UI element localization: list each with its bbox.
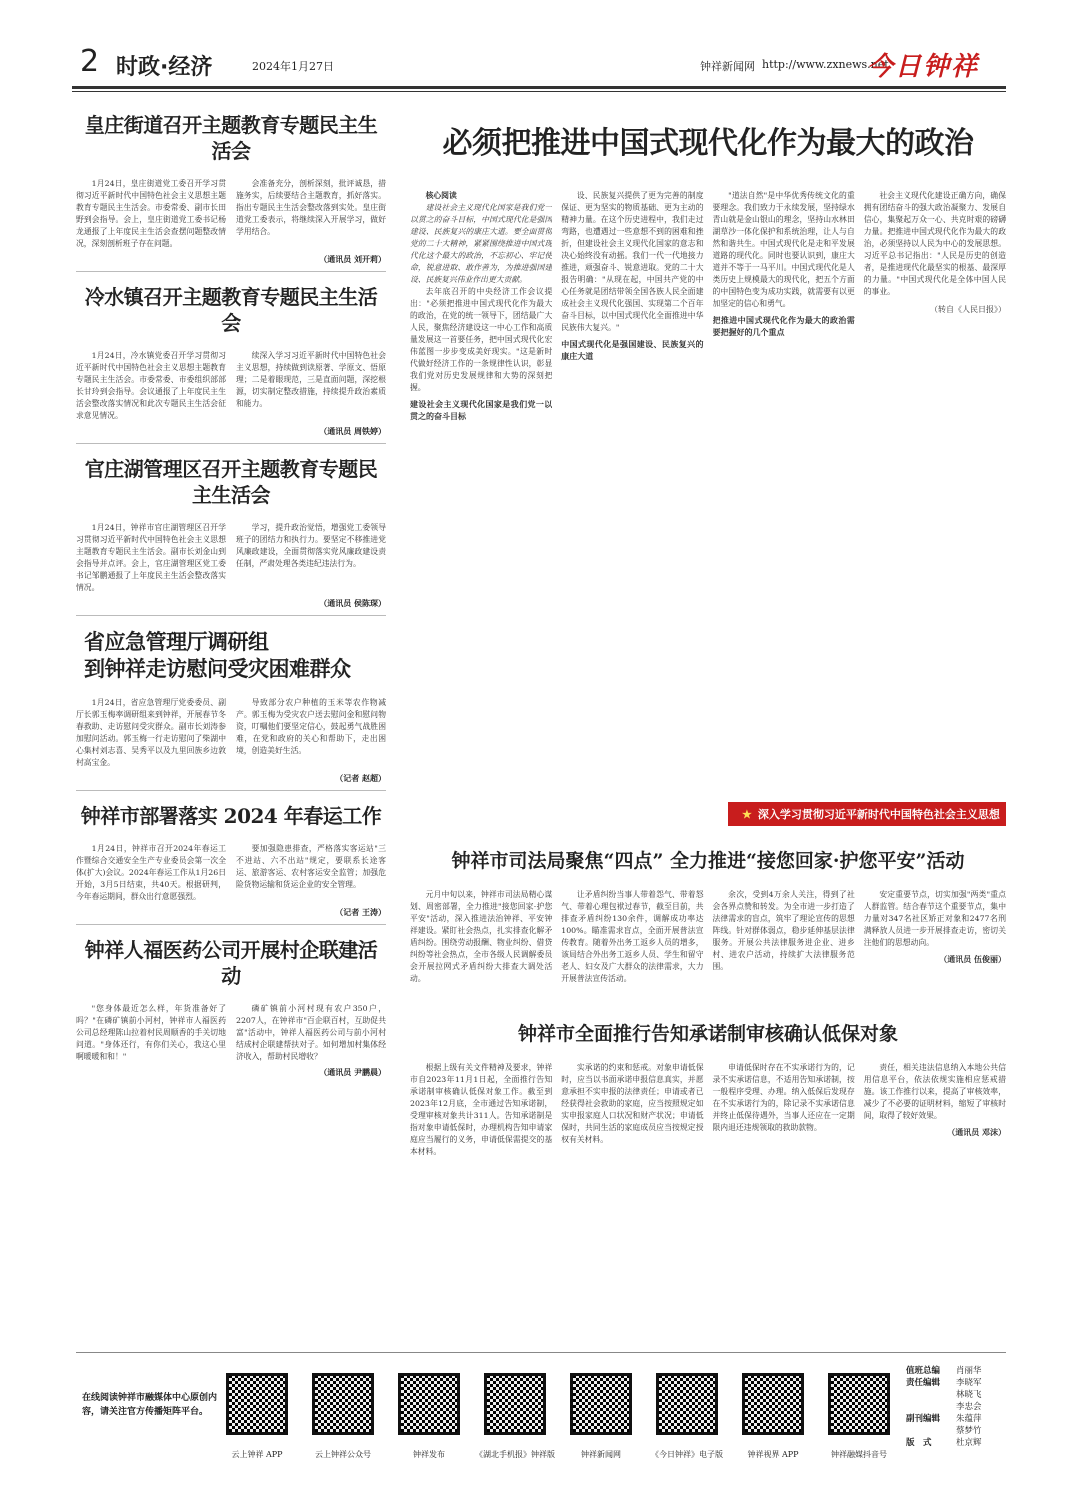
byline: （通讯员 周铁婷） [319,426,386,436]
article-text: 安定重要节点，切实加强"两类"重点人群监管。结合春节这个重要节点，集中力量对347名社区矫正对象和2477名刑满释放人员进一步开展排查走访，密切关注他们的思想动向。 [863,890,1006,947]
article-title[interactable]: 钟祥市部署落实 2024 年春运工作 [80,803,382,828]
article-title[interactable]: 皇庄街道召开主题教育专题民主生活会 [84,113,378,163]
issue-date: 2024年1月27日 [252,60,334,73]
credit-role: 版 式 [906,1438,932,1448]
article-text: 1月24日，钟祥市官庄湖管理区召开学习贯彻习近平新时代中国特色社会主义思想主题教育专题民主生活会。副市长刘金山到会指导并点评。会上，官庄湖管理区党工委书记邹鹏通报了上年度民主生活会整改落实情况。 [76,523,226,592]
article-text: 社会主义现代化建设正确方向，确保拥有团结奋斗的强大政治凝聚力、发展自信心，集聚起万众一心、共克时艰的磅礴力量。把推进中国式现代化作为最大的政治，必须坚持以人民为中心的发展思想。习近平总书记指出："人民是历史的创造者，是推进现代化最坚实的根基、最深厚的力量。"中国式现代化是全体中国人民的事业。 [863,191,1006,296]
qr-code-icon[interactable] [570,1373,632,1435]
article-body [410,1062,1006,1158]
qr-code-icon[interactable] [656,1373,718,1435]
qr-code-icon[interactable] [484,1373,546,1435]
article-text: 1月24日，钟祥市召开2024年春运工作暨综合交通安全生产专业委员会第一次全体(扩大)会议。2024年春运工作从1月26日开始，3月5日结束，共40天。根据研判，今年春运期间，群众出行意愿强烈。 [76,843,226,901]
credit-name: 林晓飞 [956,1390,982,1400]
lead-article-title[interactable]: 必须把推进中国式现代化作为最大的政治 [442,126,974,161]
qr-label: 钟祥发布 [413,1450,445,1459]
article-text: 设、民族复兴提供了更为完善的制度保证、更为坚实的物质基础、更为主动的精神力量。在这个历史进程中，我们走过弯路，也遭遇过一些意想不到的困难和挫折，但建设社会主义现代化国家的意志和决心始终没有动摇。我们一代一代地接力推进，顽强奋斗、锐意进取。党的二十大报告明确："从现在起，中国共产党的中心任务就是团结带领全国各族人民全面建成社会主义现代化强国、实现第二个百年奋斗目标，以中国式现代化全面推进中华民族伟大复兴。" [561,191,704,332]
article-guanzhuanghu [76,456,386,616]
abstract-text: 建设社会主义现代化国家是我们党一以贯之的奋斗目标，中国式现代化是强国建设、民族复兴的康庄大道。要全面贯彻党的二十大精神，紧紧围绕推进中国式现代化这个最大的政治，不忘初心、牢记使命，锐意进取、敢作善为，为推进强国建设、民族复兴伟业作出更大贡献。 [410,203,553,284]
byline: （记者 王涛） [335,906,386,917]
article-text: 续深入学习习近平新时代中国特色社会主义思想，持续做到读原著、学原文、悟原理；二是着眼现范，三是直面问题，深挖根源，切实制定整改措施，持续提升政治素质和能力。 [236,351,386,408]
byline: （通讯员 刘开莉） [319,254,386,264]
article-text: 申请低保时存在不实承诺行为的，记录不实承诺信息，不适用告知承诺制，按一般程序受理、办理。纳入低保后发现存在不实承诺行为的，除记录不实承诺信息并终止低保待遇外，当事人还应在一定期限内退还违规领取的救助款物。 [712,1063,855,1132]
article-text: 让矛盾纠纷当事人带着怨气、带着怒气、带着心理包袱过春节，截至目前，共排查矛盾纠纷130余件，调解成功率达100%。瞄准需求盲点，全面开展普法宣传教育。随着外出务工返乡人员的增多，该局结合外出务工返乡人员、学生和留守老人、妇女及广大群众的法律需求，大力开展普法宣传活动。 [561,890,704,983]
qr-label: 钟祥新闻网 [581,1450,621,1459]
article-renfu [76,937,386,1084]
article-text: 1月24日，省应急管理厅党委委员、副厅长郭玉梅率调研组来到钟祥，开展春节冬春救助、走访慰问受灾群众。副市长刘涛参加慰问活动。郭玉梅一行走访慰问了柴湖中心集村刘志喜、吴秀平以及九里回族乡边敦村高宝金。 [76,697,226,767]
credit-role: 责任编辑 [906,1378,941,1388]
article-text: 实承诺的约束和惩戒。对象申请低保时，应当以书面承诺申报信息真实，并愿意承担不实申报的法律责任；申请或者已经获得社会救助的家庭，应当按照规定如实申报家庭人口状况和财产状况；申请低保时，共同生活的家庭成员应当按规定授权有关材料。 [561,1063,704,1144]
article-text: 元月中旬以来，钟祥市司法局精心谋划、周密部署，全力推进"接您回家·护您平安"活动，深入推进法治钟祥、平安钟祥建设。紧盯社会热点，扎实排查化解矛盾纠纷。围绕劳动报酬、物业纠纷、借贷纠纷等社会热点，全市各级人民调解委员会开展拉网式矛盾纠纷大排查大调处活动。 [410,890,553,983]
credit-name: 杜京辉 [956,1438,982,1448]
masthead-rule-thin [72,91,1006,92]
qr-label: 钟祥视界 APP [747,1450,799,1459]
article-text: 余次，受到4万余人关注，得到了社会各界点赞和转发。为全市进一步打造了法律需求的盲点，筑牢了理论宣传的思想阵线。针对群体弱点，稳步延伸基层法律服务。开展公共法律服务进企业、进乡村、进农户活动，持续扩大法律服务范围。 [712,890,855,971]
subheading: 把推进中国式现代化作为最大的政治需要把握好的几个重点 [712,315,855,337]
section-name: 时政·经济 [116,55,213,80]
qr-code-icon[interactable] [226,1373,288,1435]
qr-label: 钟祥融媒抖音号 [831,1450,887,1459]
article-text: 1月24日，冷水镇党委召开学习贯彻习近平新时代中国特色社会主义思想主题教育专题民主生活会。市委常委、市委组织部部长甘玲到会指导。会议通报了上年度民主生活会整改落实情况和此次专题民主生活会征求意见情况。 [76,351,226,420]
credit-name: 李晓军 [956,1378,982,1388]
article-lengshui [76,284,386,444]
article-body [410,889,1006,985]
byline: （通讯员 侯陈琛） [319,598,386,608]
byline: （记者 赵超） [335,772,386,783]
footer-note: 在线阅读钟祥市融媒体中心原创内容，请关注官方传播矩阵平台。 [82,1393,218,1417]
qr-label: 《今日钟祥》电子版 [651,1450,723,1459]
credit-name: 朱蕴萍 [956,1414,982,1424]
article-title[interactable]: 钟祥市全面推行告知承诺制审核确认低保对象 [517,1023,898,1045]
article-text: 责任，相关违法信息纳入本地公共信用信息平台，依法依规实施相应惩戒措施。该工作推行以来，提高了审核效率，减少了不必要的证明材料，缩短了审核时间，取得了较好效果。 [863,1063,1006,1120]
footer [76,1352,1006,1470]
lead-article-body [410,190,1006,802]
article-text: 1月24日，皇庄街道党工委召开学习贯彻习近平新时代中国特色社会主义思想主题教育专题民主生活会。市委常委、副市长田野到会指导。会上，皇庄街道党工委书记杨龙通报了上年度民主生活会查摆问题整改情况，深刻剖析班子存在问题。 [76,179,226,248]
article-text: 会准备充分，剖析深刻，批评诚恳，措施务实，后续要结合主题教育，抓好落实。指出专题民主生活会整改落到实处。皇庄街道党工委表示，将继续深入开展学习，做好学用结合。 [236,179,386,236]
site-url[interactable]: http://www.zxnews.net [762,58,889,71]
masthead-rule [72,86,1006,89]
article-spring-transport [76,803,386,925]
article-title[interactable]: 官庄湖管理区召开主题教育专题民主生活会 [84,457,378,507]
byline: （转自《人民日报》） [930,305,1006,314]
banner-text: 深入学习贯彻习近平新时代中国特色社会主义思想 [757,808,1000,821]
article-title[interactable]: 省应急管理厅调研组 到钟祥走访慰问受灾困难群众 [84,629,351,682]
byline: （通讯员 尹鹏晨） [319,1066,386,1077]
credit-role: 副刊编辑 [906,1414,941,1424]
credit-role: 值班总编 [906,1366,941,1376]
article-emergency [76,628,386,791]
article-text: 磷矿镇前小河村现有农户350户，2207人，在钟祥市"百企联百村，互助促共富"活动中，钟祥人福医药公司与前小河村结成村企联建帮扶对子。如何增加村集体经济收入，帮助村民增收？ [236,1003,386,1061]
byline: （通讯员 邓沫） [947,1127,1006,1137]
article-text: 要加强隐患排查，严格落实客运站"三不进站、六不出站"规定，要联系长途客运、旅游客运、农村客运安全监管；加强危险货物运输和货运企业的安全管理。 [236,843,386,889]
article-title[interactable]: 钟祥人福医药公司开展村企联建活动 [84,937,378,988]
qr-code-icon[interactable] [828,1373,890,1435]
qr-code-icon[interactable] [312,1373,374,1435]
credit-name: 肖丽华 [956,1366,982,1376]
party-emblem-icon: ★ [742,807,752,821]
editor-credits [906,1365,982,1449]
page-number: 2 [80,44,100,79]
subheading: 中国式现代化是强国建设、民族复兴的康庄大道 [561,339,704,361]
theme-banner [728,802,1006,826]
article-text: 学习，提升政治觉悟，增强党工委领导班子的团结力和执行力。要坚定不移推进党风廉政建设，全面贯彻落实党风廉政建设责任制，严肃处理各类违纪违法行为。 [236,523,386,568]
qr-label: 云上钟祥 APP [231,1450,283,1459]
newspaper-logo: 今日钟祥 [867,52,980,82]
right-column [410,100,1006,1158]
article-text: 根据上级有关文件精神及要求，钟祥市自2023年11月1日起，全面推行告知承诺制审核确认低保对象工作。截至到2023年12月底，全市通过告知承诺制，受理审核对象共计311人。告知承诺制是指对象申请低保时，办理机构告知申请家庭应当履行的义务，申请低保需提交的基本材料。 [410,1063,553,1156]
article-text: 导致部分农户种植的玉米等农作物减产。郭玉梅为受灾农户送去慰问金和慰问物资，叮嘱他们要坚定信心，鼓起勇气战胜困难，在党和政府的关心和帮助下，走出困境，创造美好生活。 [236,697,386,755]
left-column [76,100,386,1092]
article-text: "您身体最近怎么样，年货准备好了吗？"在磷矿镇前小河村，钟祥市人福医药公司总经理陈山拉着村民周顺香的手关切地问道。"身体还行，有你们关心，我这心里啊暖暖和和！" [76,1003,226,1061]
qr-code-icon[interactable] [398,1373,460,1435]
article-text: "道法自然"是中华优秀传统文化的重要理念。我们致力于永续发展，坚持绿水青山就是金山银山的理念，坚持山水林田湖草沙一体化保护和系统治理，让人与自然和谐共生。中国式现代化是走和平发展道路的现代化。同时也要认识到，康庄大道并不等于一马平川。中国式现代化是人类历史上规模最大的现代化，把五个方面的中国特色变为成功实践，就需要有以更加坚定的信心和勇气。 [712,191,855,308]
qr-code-icon[interactable] [742,1373,804,1435]
qr-label: 《湖北手机报》钟祥版 [475,1450,555,1459]
article-title[interactable]: 冷水镇召开主题教育专题民主生活会 [84,285,378,335]
subheading: 建设社会主义现代化国家是我们党一以贯之的奋斗目标 [410,399,553,421]
credit-name: 蔡梦竹 [956,1426,982,1436]
byline: （通讯员 伍俊丽） [939,954,1006,964]
qr-label: 云上钟祥公众号 [315,1450,371,1459]
abstract-label: 核心阅读 [425,191,457,200]
article-title[interactable]: 钟祥市司法局聚焦“四点” 全力推进“接您回家·护您平安”活动 [451,850,965,872]
site-name: 钟祥新闻网 [700,60,755,73]
article-text: 去年底召开的中央经济工作会议提出："必须把推进中国式现代化作为最大的政治，在党的统一领导下，团结最广大人民，聚焦经济建设这一中心工作和高质量发展这一首要任务，把中国式现代化宏伟蓝图一步步变成美好现实。"这是新时代做好经济工作的一条规律性认识，彰显我们党对历史发展规律和大势的深刻把握。 [410,287,553,392]
masthead [72,44,1006,84]
article-huangzhuang [76,112,386,272]
credit-name: 李忠会 [956,1402,982,1412]
